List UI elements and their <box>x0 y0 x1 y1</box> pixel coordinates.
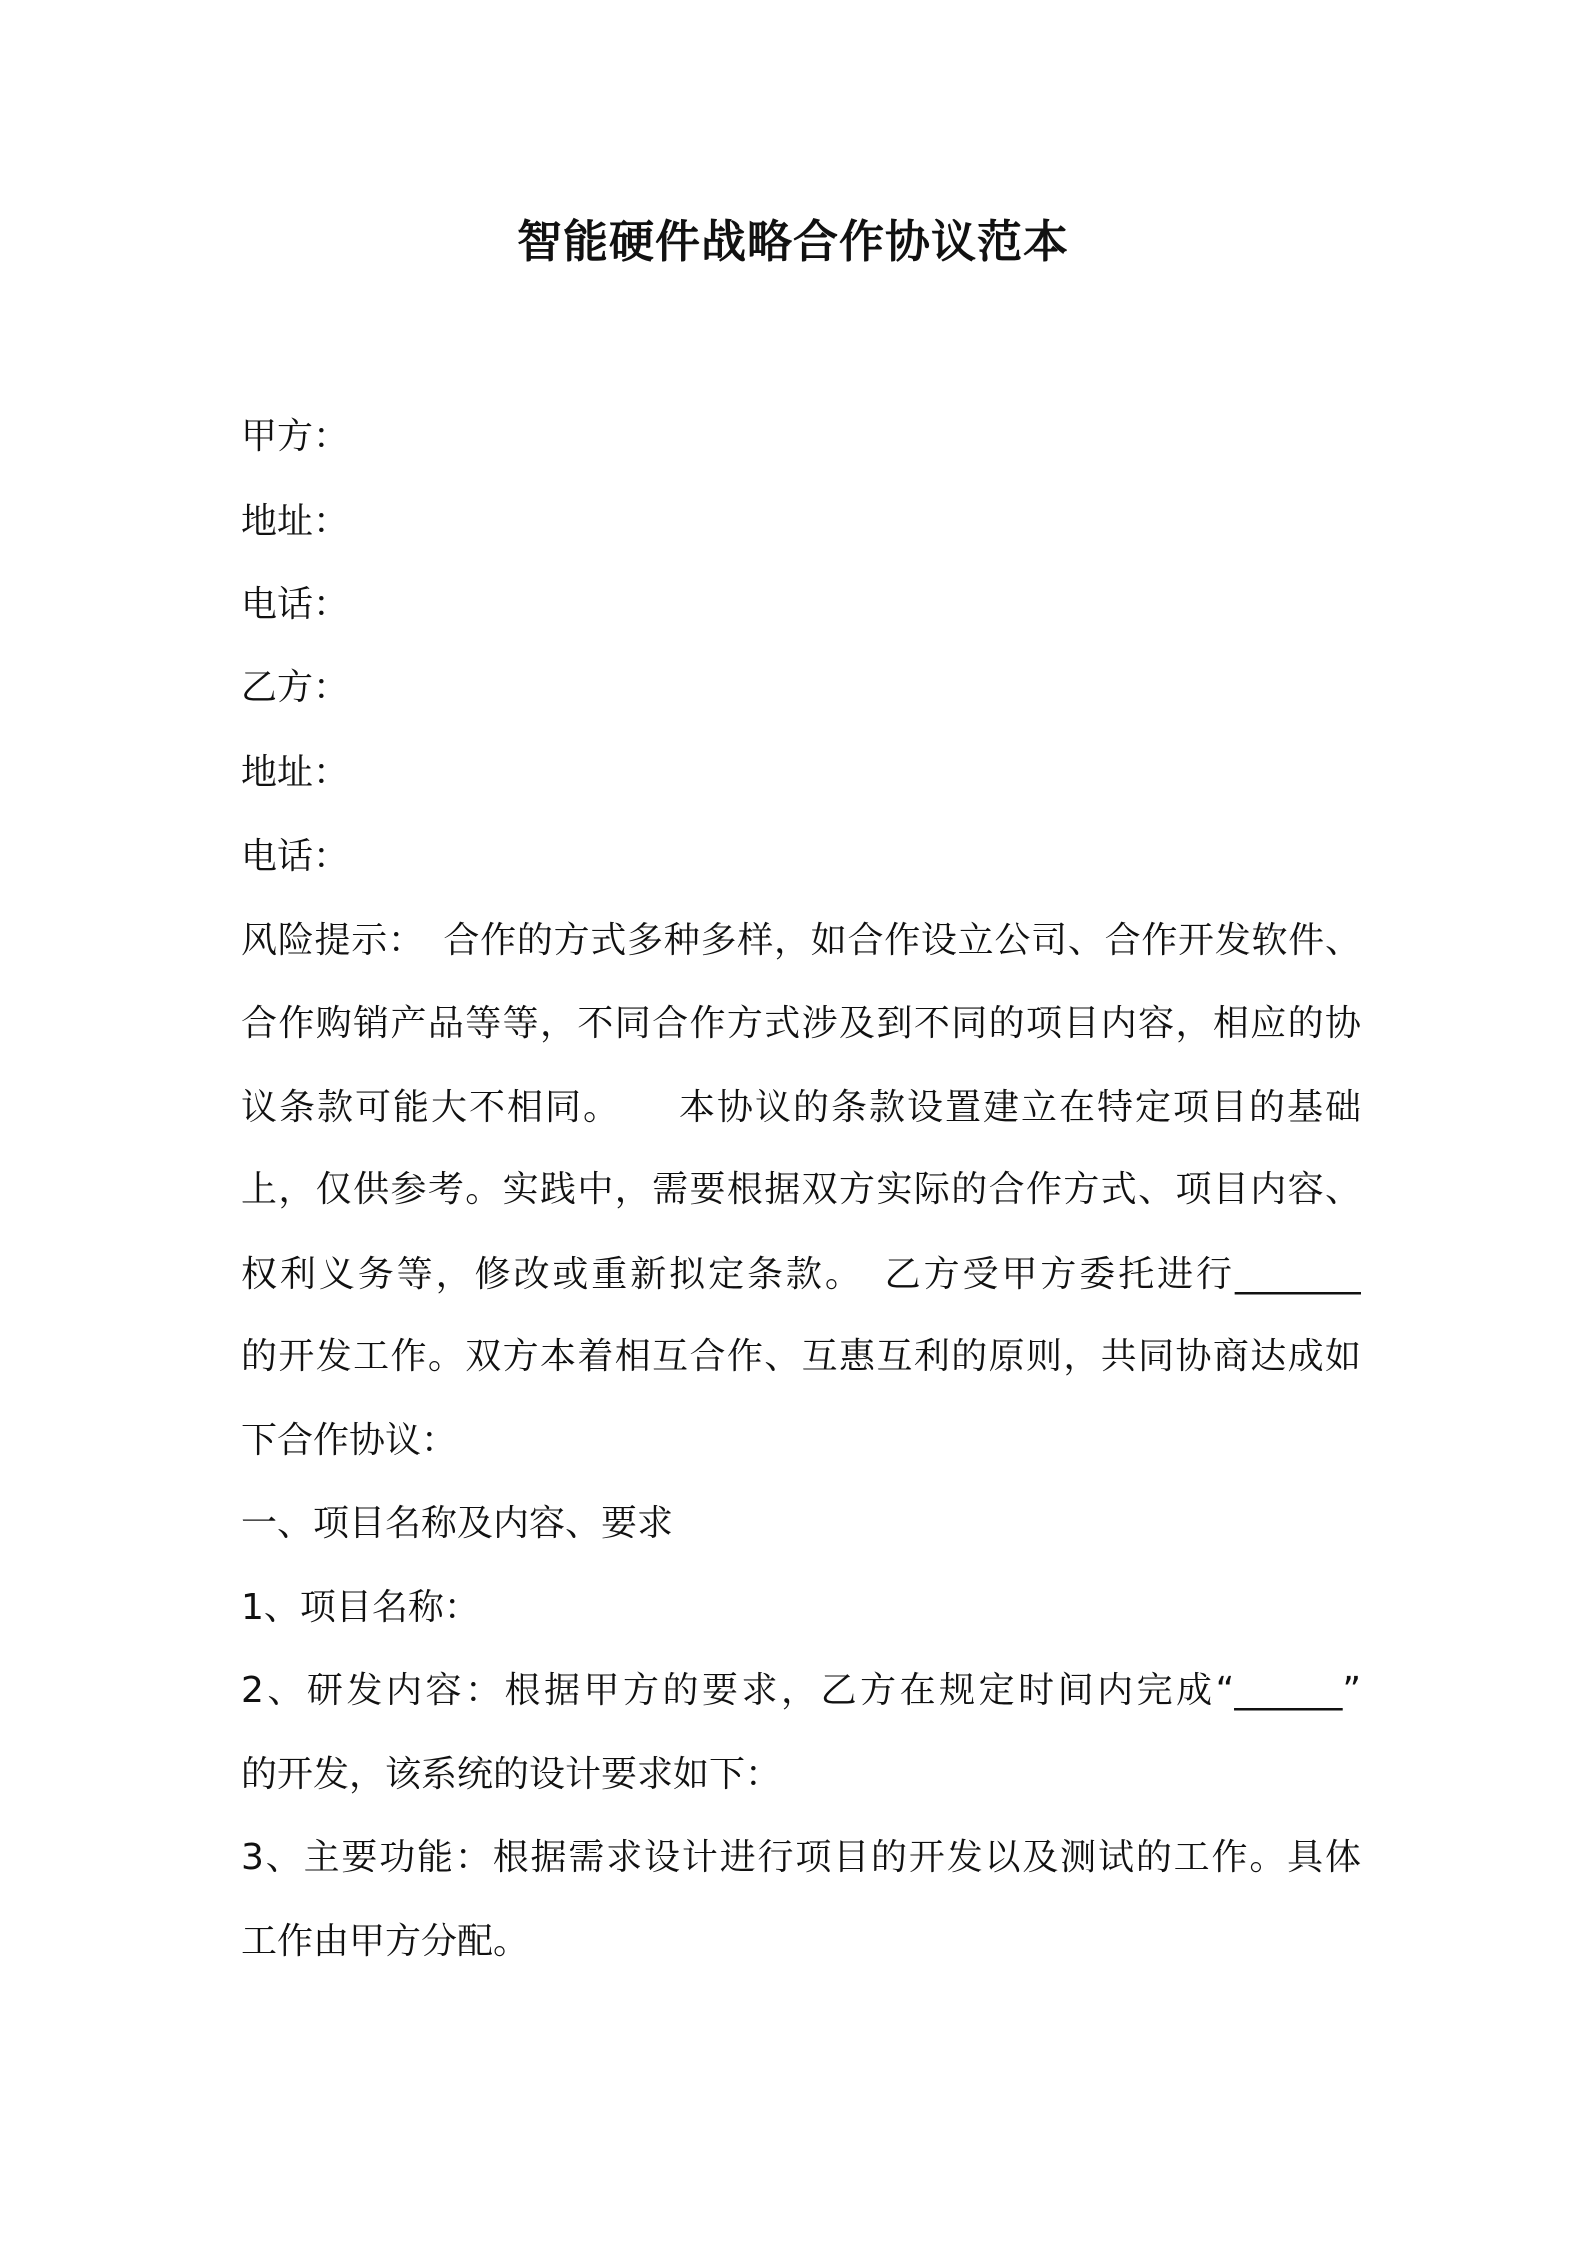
party-b-address-label: 地址： <box>241 752 350 793</box>
section-1-item-1: 1、项目名称： <box>241 1587 480 1628</box>
party-a-label: 甲方： <box>241 416 350 457</box>
risk-notice-line: 的开发工作。双方本着相互合作、互惠互利的原则，共同协商达成如 <box>241 1336 1361 1377</box>
section-1-item-3-line: 3、主要功能：根据需求设计进行项目的开发以及测试的工作。具体 <box>241 1837 1361 1878</box>
risk-notice-line: 议条款可能大不相同。 本协议的条款设置建立在特定项目的基础 <box>241 1087 1361 1128</box>
risk-notice-line: 权利义务等，修改或重新拟定条款。 乙方受甲方委托进行_______ <box>241 1254 1361 1295</box>
party-b-label: 乙方： <box>241 667 350 708</box>
risk-notice-line: 下合作协议： <box>241 1420 458 1461</box>
section-1-item-2-line: 2、研发内容：根据甲方的要求，乙方在规定时间内完成“______” <box>241 1670 1361 1711</box>
risk-notice-line: 风险提示： 合作的方式多种多样，如合作设立公司、合作开发软件、 <box>241 920 1361 961</box>
party-a-phone-label: 电话： <box>241 584 350 625</box>
party-b-phone-label: 电话： <box>241 836 350 877</box>
document-title: 智能硬件战略合作协议范本 <box>516 215 1069 268</box>
party-a-address-label: 地址： <box>241 501 350 542</box>
risk-notice-line: 上，仅供参考。实践中，需要根据双方实际的合作方式、项目内容、 <box>241 1169 1361 1210</box>
section-1-heading: 一、项目名称及内容、要求 <box>241 1503 674 1544</box>
risk-notice-line: 合作购销产品等等，不同合作方式涉及到不同的项目内容，相应的协 <box>241 1003 1361 1044</box>
section-1-item-2-line: 的开发，该系统的设计要求如下： <box>241 1754 782 1795</box>
section-1-item-3-line: 工作由甲方分配。 <box>241 1921 530 1962</box>
